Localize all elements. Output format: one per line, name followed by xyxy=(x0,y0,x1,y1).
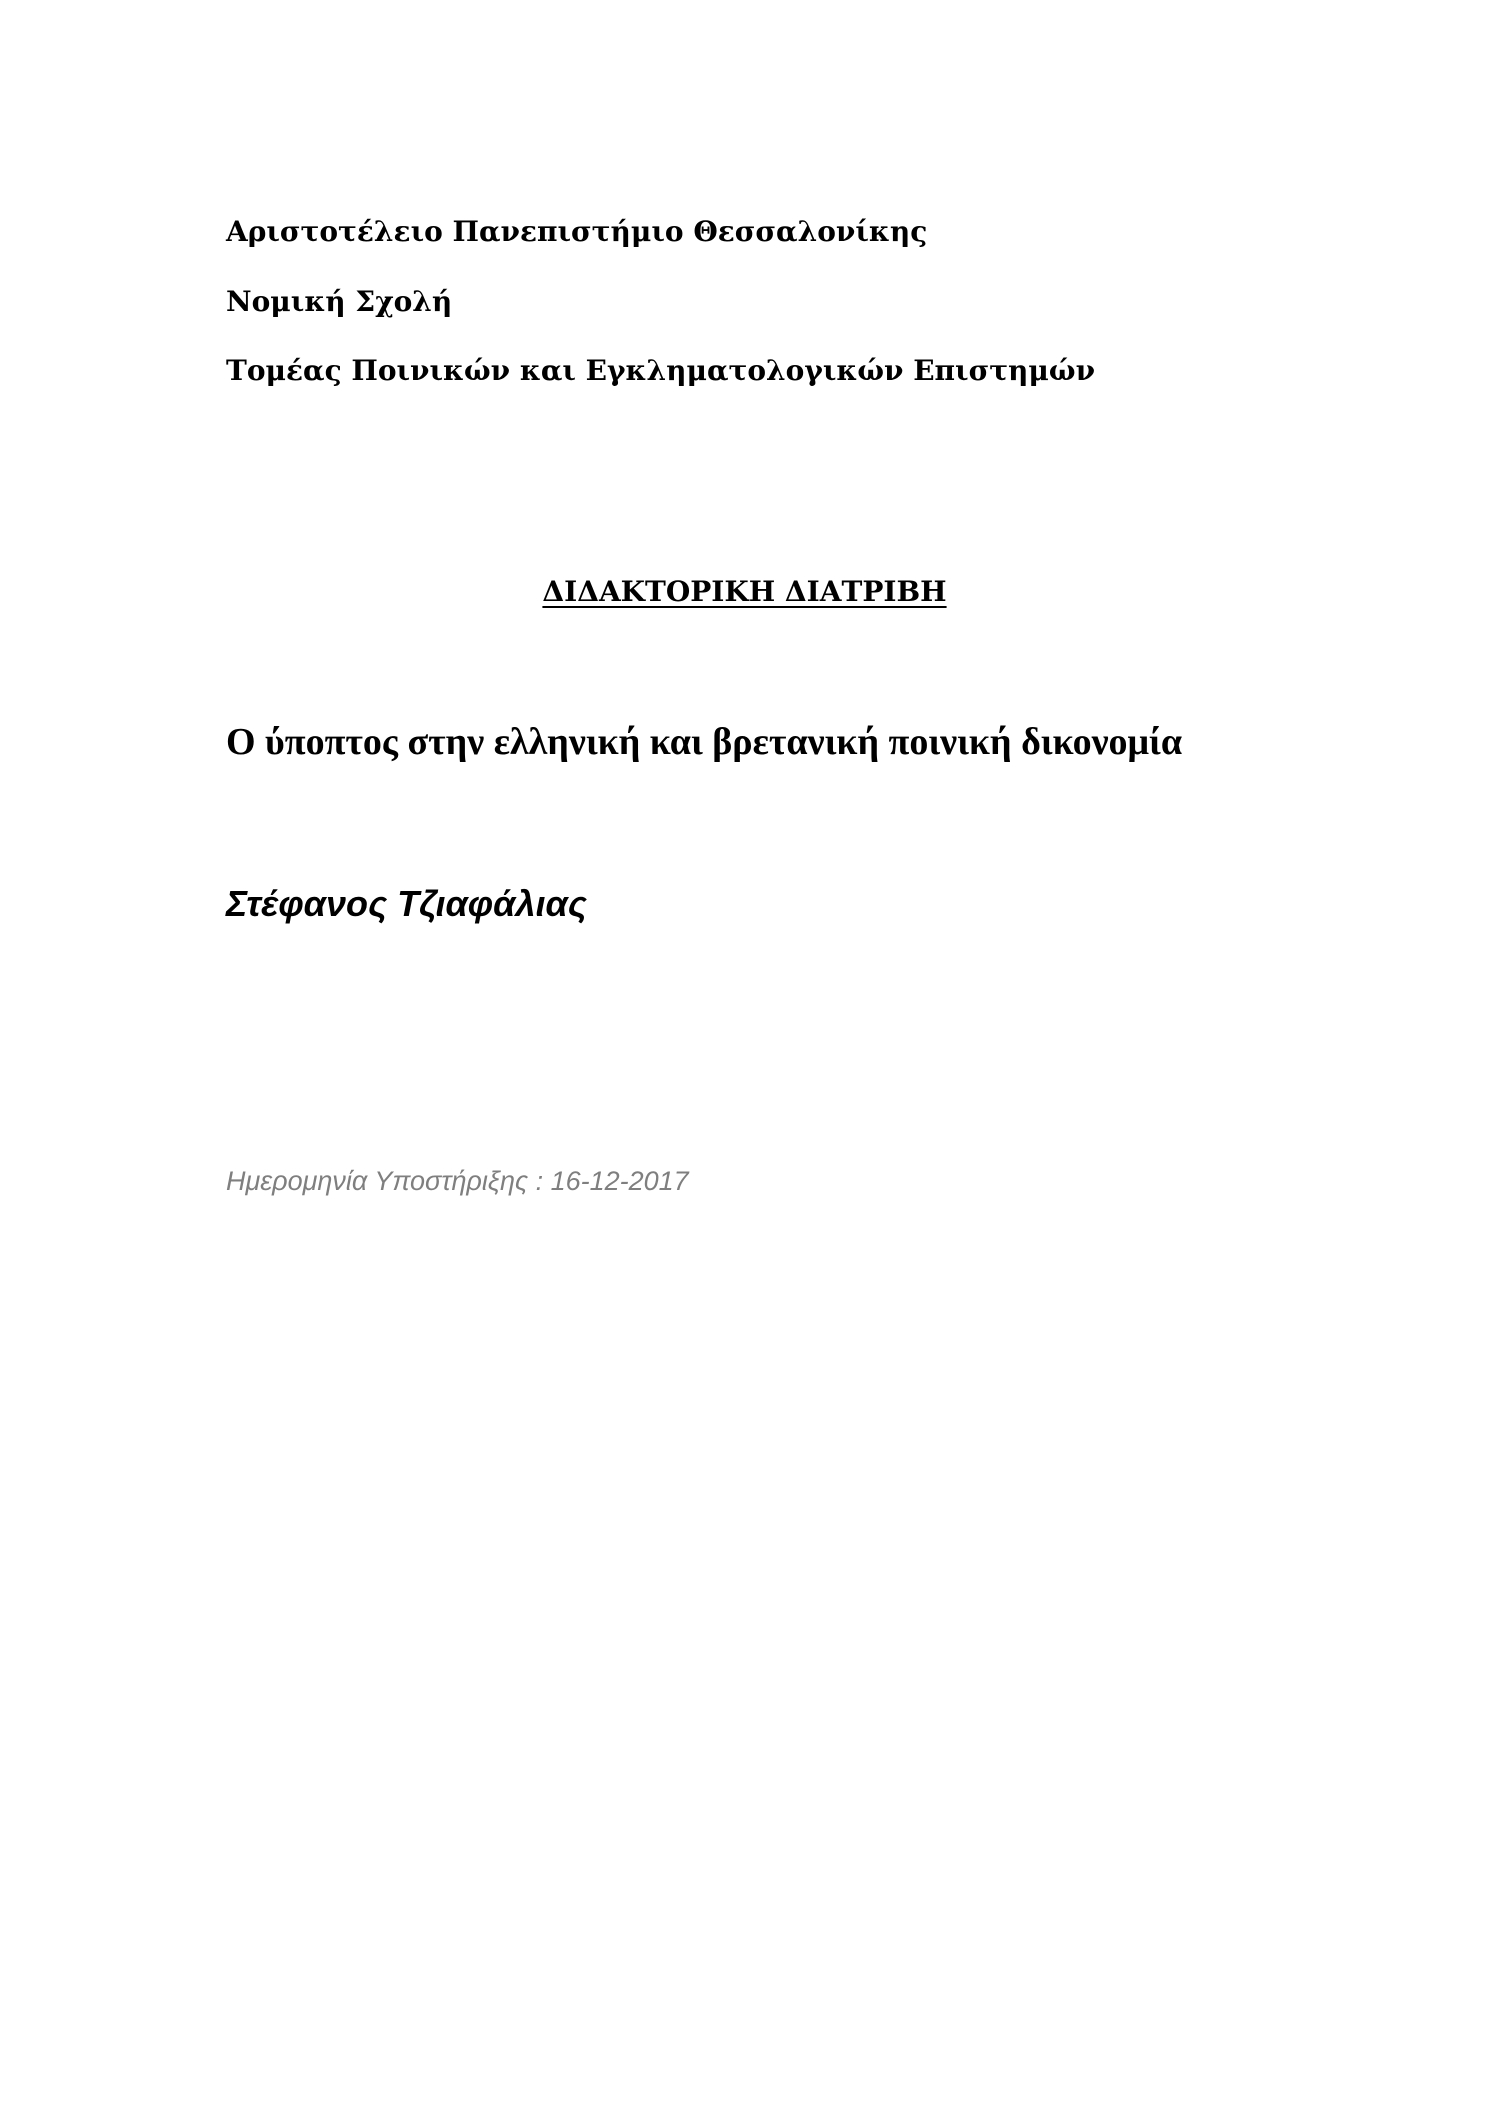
defense-date: Ημερομηνία Υποστήριξης : 16-12-2017 xyxy=(226,1166,689,1196)
thesis-title: Ο ύποπτος στην ελληνική και βρετανική ποινική δικονομία xyxy=(226,721,1183,763)
university-name: Αριστοτέλειο Πανεπιστήμιο Θεσσαλονίκης xyxy=(226,215,928,248)
department-name: Τομέας Ποινικών και Εγκληματολογικών Επιστημών xyxy=(226,354,1095,387)
document-type-label: ΔΙΔΑΚΤΟΡΙΚΗ ΔΙΑΤΡΙΒΗ xyxy=(542,575,947,608)
document-type-heading xyxy=(0,575,1489,608)
author-name: Στέφανος Τζιαφάλιας xyxy=(226,883,587,924)
school-name: Νομική Σχολή xyxy=(226,285,453,318)
